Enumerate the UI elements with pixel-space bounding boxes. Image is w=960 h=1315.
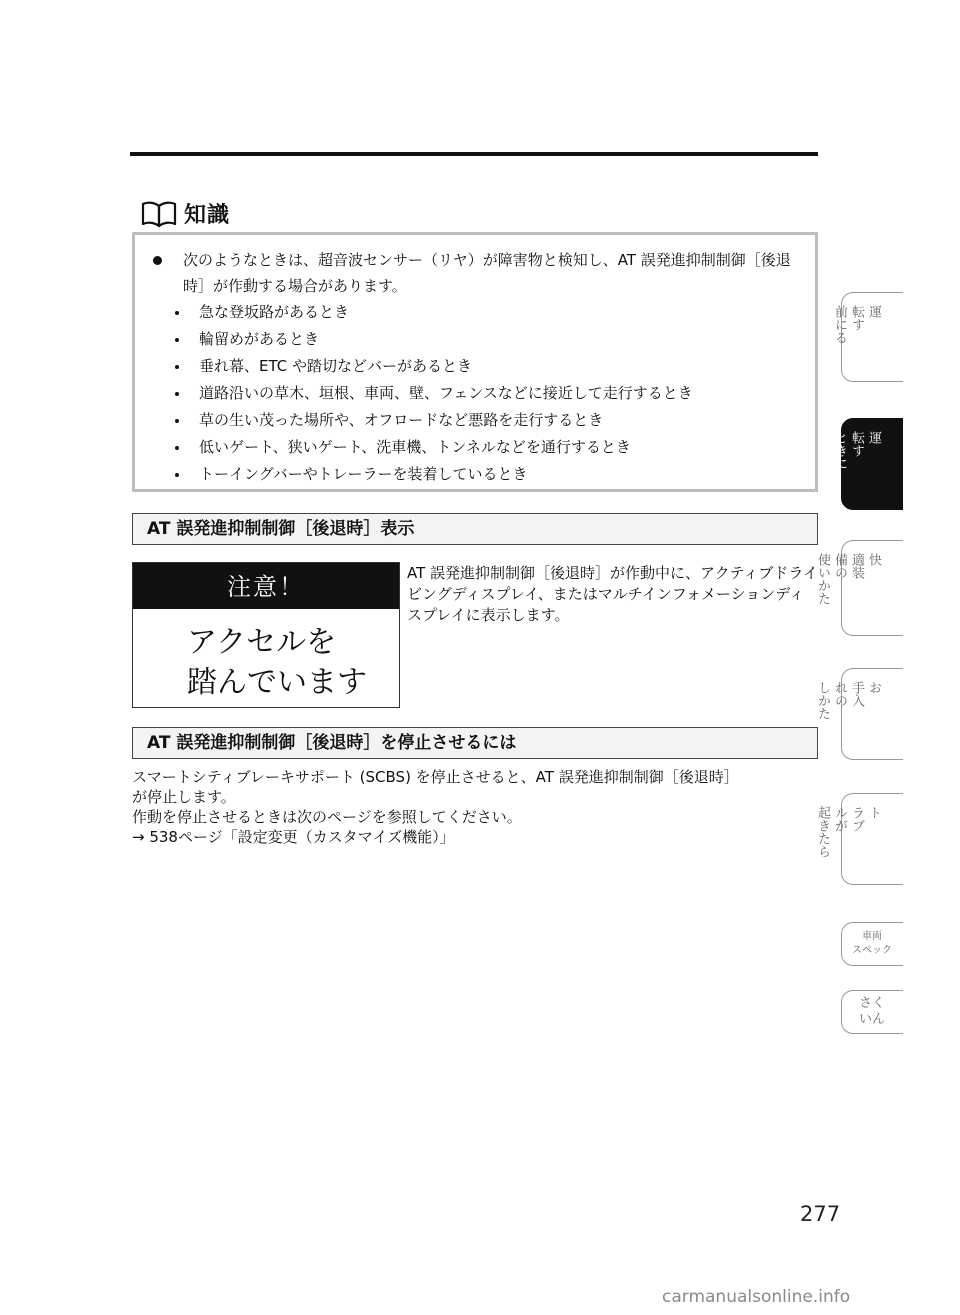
tab-label-line: 適装 bbox=[849, 553, 864, 579]
tab-label-line: しかた bbox=[815, 681, 830, 720]
tab-label-line: 手入 bbox=[849, 681, 864, 707]
side-tab-troubleshooting[interactable] bbox=[815, 793, 903, 885]
tab-label bbox=[815, 806, 881, 858]
display-message-line: 踏んでいます bbox=[187, 665, 367, 700]
tab-label-line: ト bbox=[866, 806, 881, 819]
tab-label-line: 車両 bbox=[862, 931, 882, 942]
knowledge-intro-item bbox=[151, 247, 807, 299]
tab-label bbox=[815, 553, 881, 605]
section-heading-stop: AT 誤発進抑制制御［後退時］を停止させるには bbox=[132, 727, 818, 759]
display-message-line: アクセルを bbox=[187, 625, 337, 660]
knowledge-title: 知識 bbox=[184, 203, 231, 228]
tab-label-line: スペック bbox=[852, 945, 892, 956]
list-item: 急な登坂路があるとき bbox=[171, 299, 693, 326]
body-line: スマートシティブレーキサポート (SCBS) を停止させると、AT 誤発進抑制制御［後退時］ bbox=[132, 768, 739, 786]
page-number: 277 bbox=[800, 1202, 841, 1226]
tab-label-line: れの bbox=[832, 681, 847, 707]
list-item: 輪留めがあるとき bbox=[171, 326, 693, 353]
list-item: トーイングバーやトレーラーを装着しているとき bbox=[171, 461, 693, 488]
tab-label bbox=[832, 305, 881, 344]
side-tab-comfort-equipment[interactable] bbox=[815, 540, 903, 636]
knowledge-heading bbox=[140, 198, 230, 229]
body-line: が停止します。 bbox=[132, 788, 236, 806]
knowledge-box bbox=[132, 232, 818, 492]
side-tab-maintenance[interactable] bbox=[815, 668, 903, 760]
warning-display-illustration bbox=[132, 562, 400, 708]
tab-label-line: 転す bbox=[849, 305, 864, 331]
side-tab-before-driving[interactable] bbox=[832, 292, 903, 382]
list-item: 草の生い茂った場所や、オフロードなど悪路を走行するとき bbox=[171, 407, 693, 434]
stop-instructions bbox=[132, 767, 822, 847]
list-item: 垂れ幕、ETC や踏切などバーがあるとき bbox=[171, 353, 693, 380]
side-tab-when-driving[interactable] bbox=[832, 418, 903, 510]
tab-label-line: 使いかた bbox=[815, 553, 830, 605]
list-item: 低いゲート、狭いゲート、洗車機、トンネルなどを通行するとき bbox=[171, 434, 693, 461]
tab-label-line: ルが bbox=[832, 806, 847, 832]
top-rule bbox=[130, 152, 818, 156]
bullet-dot-icon bbox=[153, 256, 162, 265]
knowledge-intro-text: 次のようなときは、超音波センサー（リヤ）が障害物と検知し、AT 誤発進抑制制御［後退時］が作動する場合があります。 bbox=[183, 251, 791, 295]
tab-label-line: ラブ bbox=[849, 806, 864, 832]
tab-label bbox=[832, 431, 881, 470]
tab-label bbox=[815, 681, 881, 720]
tab-label-line: いん bbox=[858, 1012, 885, 1027]
tab-label-line: 快 bbox=[866, 553, 881, 566]
list-item: 道路沿いの草木、垣根、車両、壁、フェンスなどに接近して走行するとき bbox=[171, 380, 693, 407]
page-reference-link[interactable]: → 538ページ「設定変更（カスタマイズ機能）」 bbox=[132, 828, 455, 846]
book-icon bbox=[140, 200, 178, 228]
section-heading-display: AT 誤発進抑制制御［後退時］表示 bbox=[132, 513, 818, 545]
side-tab-index[interactable] bbox=[841, 990, 903, 1034]
tab-label-line: お bbox=[866, 681, 881, 694]
watermark: carmanualsonline.info bbox=[662, 1287, 851, 1307]
tab-label-line: 運 bbox=[866, 431, 881, 444]
knowledge-list bbox=[171, 299, 693, 488]
tab-label-line: 前にる bbox=[832, 305, 847, 344]
tab-label-line: 起きたら bbox=[815, 806, 830, 858]
tab-label-line: さく bbox=[858, 996, 885, 1011]
tab-label-line: 運 bbox=[866, 305, 881, 318]
side-tab-specifications[interactable] bbox=[841, 922, 903, 966]
tab-label-line: ときに bbox=[832, 431, 847, 470]
display-description: AT 誤発進抑制制御［後退時］が作動中に、アクティブドライビングディスプレイ、またはマルチインフォメーションディスプレイに表示します。 bbox=[407, 564, 818, 624]
display-message bbox=[187, 623, 367, 703]
display-header: 注意！ bbox=[133, 563, 399, 609]
body-line: 作動を停止させるときは次のページを参照してください。 bbox=[132, 808, 522, 826]
tab-label-line: 備の bbox=[832, 553, 847, 579]
tab-label-line: 転す bbox=[849, 431, 864, 457]
